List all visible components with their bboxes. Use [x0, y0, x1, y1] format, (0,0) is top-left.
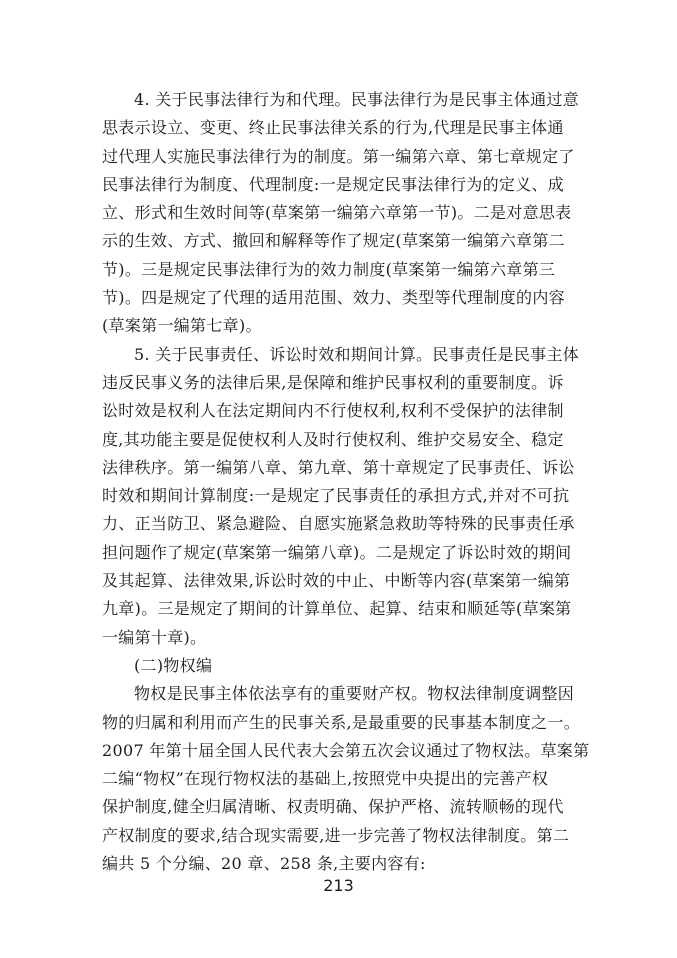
text-line: 保护制度,健全归属清晰、权责明确、保护严格、流转顺畅的现代	[102, 797, 564, 817]
text-line: 度,其功能主要是促使权利人及时行使权利、维护交易安全、稳定	[102, 429, 564, 449]
paragraph-civil-juristic-acts	[102, 86, 580, 341]
text-line: 产权制度的要求,结合现实需要,进一步完善了物权法律制度。第二	[102, 825, 570, 845]
text-line: 力、正当防卫、紧急避险、自愿实施紧急救助等特殊的民事责任承	[102, 514, 575, 534]
text-line: 节)。四是规定了代理的适用范围、效力、类型等代理制度的内容	[102, 288, 565, 308]
paragraph-property-rights	[102, 680, 590, 878]
text-line: 过代理人实施民事法律行为的制度。第一编第六章、第七章规定了	[102, 146, 575, 166]
section-heading: (二)物权编	[134, 655, 213, 675]
text-line: 担问题作了规定(草案第一编第八章)。二是规定了诉讼时效的期间	[102, 542, 572, 562]
text-line: 思表示设立、变更、终止民事法律关系的行为,代理是民事主体通	[102, 118, 564, 138]
text-line: 民事法律行为制度、代理制度:一是规定民事法律行为的定义、成	[102, 174, 565, 194]
paragraph-civil-liability	[102, 341, 580, 652]
text-line: 时效和期间计算制度:一是规定了民事责任的承担方式,并对不可抗	[102, 486, 570, 506]
text-line: 节)。三是规定民事法律行为的效力制度(草案第一编第六章第三	[102, 259, 556, 279]
text-line: 4. 关于民事法律行为和代理。民事法律行为是民事主体通过意	[134, 90, 580, 109]
text-line: 2007 年第十届全国人民代表大会第五次会议通过了物权法。草案第	[102, 740, 590, 760]
text-line: 编共 5 个分编、20 章、258 条,主要内容有:	[102, 854, 426, 874]
text-line: 5. 关于民事责任、诉讼时效和期间计算。民事责任是民事主体	[134, 344, 580, 364]
text-line: (草案第一编第七章)。	[102, 316, 262, 336]
text-line: 物权是民事主体依法享有的重要财产权。物权法律制度调整因	[134, 684, 575, 704]
text-line: 违反民事义务的法律后果,是保障和维护民事权利的重要制度。诉	[102, 372, 564, 392]
text-line: 示的生效、方式、撤回和解释等作了规定(草案第一编第六章第二	[102, 231, 565, 251]
text-line: 立、形式和生效时间等(草案第一编第六章第一节)。二是对意思表	[102, 203, 572, 223]
page-number: 213	[323, 876, 354, 895]
text-line: 二编“物权”在现行物权法的基础上,按照党中央提出的完善产权	[102, 769, 549, 789]
text-line: 法律秩序。第一编第八章、第九章、第十章规定了民事责任、诉讼	[102, 457, 575, 477]
text-line: 一编第十章)。	[102, 627, 207, 647]
text-line: 讼时效是权利人在法定期间内不行使权利,权利不受保护的法律制	[102, 401, 564, 421]
document-body	[102, 86, 590, 878]
section-heading-property-rights	[102, 652, 580, 680]
text-line: 物的归属和利用而产生的民事关系,是最重要的民事基本制度之一。	[102, 712, 581, 732]
text-line: 九章)。三是规定了期间的计算单位、起算、结束和顺延等(草案第	[102, 599, 572, 619]
text-line: 及其起算、法律效果,诉讼时效的中止、中断等内容(草案第一编第	[102, 571, 571, 591]
